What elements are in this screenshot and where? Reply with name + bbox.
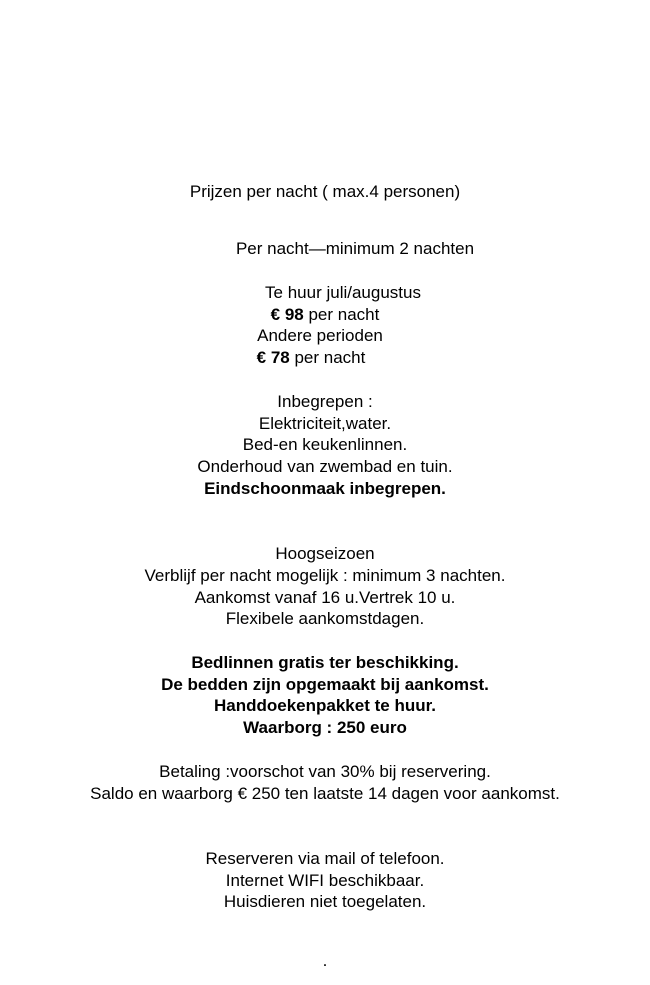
note-line: Bedlinnen gratis ter beschikking. xyxy=(191,653,459,672)
footer-line: Reserveren via mail of telefoon. xyxy=(205,849,445,868)
summer-price: € 98 xyxy=(270,305,304,324)
footer-line: Huisdieren niet toegelaten. xyxy=(223,892,427,911)
high-season-title: Hoogseizoen xyxy=(275,544,375,563)
cleaning-included: Eindschoonmaak inbegrepen. xyxy=(204,479,446,498)
minimum-nights: Per nacht—minimum 2 nachten xyxy=(235,239,475,258)
other-unit: per nacht xyxy=(289,348,366,367)
payment-line: Betaling :voorschot van 30% bij reservering. xyxy=(159,762,491,781)
note-line: De bedden zijn opgemaakt bij aankomst. xyxy=(161,675,489,694)
footer-line: Internet WIFI beschikbaar. xyxy=(225,871,425,890)
summer-label: Te huur juli/augustus xyxy=(265,283,421,302)
high-season-line: Verblijf per nacht mogelijk : minimum 3 nachten. xyxy=(144,566,506,585)
note-line: Handdoekenpakket te huur. xyxy=(214,696,436,715)
page-title xyxy=(0,181,650,203)
other-label: Andere perioden xyxy=(257,326,383,345)
payment-line: Saldo en waarborg € 250 ten laatste 14 dagen voor aankomst. xyxy=(90,784,560,803)
end-mark: . xyxy=(322,951,328,970)
included-item: Elektriciteit,water. xyxy=(258,414,392,433)
included-item: Onderhoud van zwembad en tuin. xyxy=(197,457,453,476)
included-item: Bed-en keukenlinnen. xyxy=(242,435,408,454)
summer-rate xyxy=(0,304,650,326)
included-title: Inbegrepen : xyxy=(277,392,373,411)
high-season-line: Aankomst vanaf 16 u.Vertrek 10 u. xyxy=(194,588,456,607)
title-text: Prijzen per nacht ( max.4 personen) xyxy=(189,182,461,201)
high-season-line: Flexibele aankomstdagen. xyxy=(225,609,425,628)
summer-unit: per nacht xyxy=(303,305,380,324)
deposit-line: Waarborg : 250 euro xyxy=(243,718,407,737)
other-rate xyxy=(0,347,636,369)
other-price: € 78 xyxy=(256,348,290,367)
